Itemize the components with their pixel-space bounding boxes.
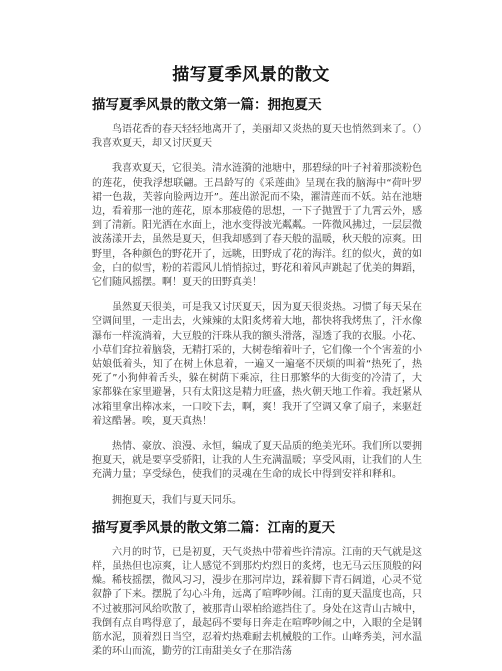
paragraph: 热情、豪放、浪漫、永恒，编成了夏天品质的绝美光环。我们所以要拥抱夏天，就是要享受骄阳，让我的人生充满温暖；享受风雨，让我们的人生充满力量；享受绿色，使我们的灵魂在生命的成长中得到安祥和释和。: [92, 441, 422, 481]
section-2: [92, 519, 422, 660]
section-1: [92, 96, 422, 508]
paragraph: 鸟语花香的春天轻轻地离开了，美丽却又炎热的夏天也悄然到来了。（）我喜欢夏天，却又讨厌夏天: [92, 124, 422, 150]
paragraph: 拥抱夏天，我们与夏天同乐。: [112, 494, 242, 506]
document-title: 描写夏季风景的散文: [172, 65, 330, 85]
section-heading: 描写夏季风景的散文第二篇：江南的夏天: [92, 519, 335, 536]
paragraph: 六月的时节，已是初夏，天气炎热中带着些许清凉。江南的天气就是这样，虽热但也凉爽，让人感觉不到那灼灼烈日的炙烤，也无马云压顶般的闷燥。稀枝摇摆，微风习习，漫步在那河岸边，踩着脚下青石阔道，心灵不觉叙静了下来。摆脱了勾心斗角，远离了喧哗吵闹。江南的夏天温度也高，只不过被那河风给吹散了，被那青山翠柏给遮挡住了。身处在这青山古城中，我倒有点自鸣得意了，最起码不要每日奔走在喧哗吵闹之中，入眼的全是钢筋水泥，顶着烈日当空，忍着灼热难耐去机械般的工作。山峰秀美，河水温柔的环山而流，勤劳的江南甜美女子在那浩荡: [92, 546, 422, 658]
paragraph: 虽然夏天很美，可是我又讨厌夏天，因为夏天很炎热。习惯了每天呆在空调间里，一走出去，火辣辣的太阳炙烤着大地，都快将我烤焦了，汗水像瀑布一样流淌着，大豆般的汗珠从我的额头滑落，湿透了我的衣服。小花、小草们耷拉着脑袋，无精打采的，大树卷缩着叶子，它们像一个个害羞的小姑娘低着头，知了在树上休息着，一遍又一遍毫不厌烦的叫着“热死了，热死了”小狗伸着舌头，躲在树荫下乘凉，往日那繁华的大街变的冷清了，大家都躲在家里避暑，只有太阳这是精力旺盛，热火朝天地工作着。我赶紧从冰箱里拿出棒冰来，一口咬下去，啊，爽！我开了空调又拿了扇子，来驱赶着这酷暑。唉，夏天真热！: [92, 302, 422, 427]
section-heading: 描写夏季风景的散文第一篇：拥抱夏天: [92, 97, 322, 113]
paragraph: 我喜欢夏天，它很美。清水涟漪的池塘中，那碧绿的叶子衬着那淡粉色的莲花，使我浮想联翩。王昌龄写的《采莲曲》呈现在我的脑海中“荷叶罗裙一色裁，芙蓉向脸两边开”。莲出淤泥而不染，濯清莲而不妖。站在池塘边，看着那一池的莲花，原本那疲倦的思想，一下子抛置于了九霄云外，感到了清新。阳光洒在水面上，池水变得波光粼粼。一阵微风拂过，一层层微波荡漾开去，虽然是夏天，但我却感到了春天般的温暖，秋天般的凉爽。田野里，各种颜色的野花开了，远眺，田野成了花的海洋。红的似火，黄的如金，白的似雪，粉的若霞风儿悄悄掠过，野花和着风声跳起了优美的舞蹈，它们随风摇摆。啊！夏天的田野真美！: [92, 163, 422, 289]
document-body: [92, 96, 422, 671]
